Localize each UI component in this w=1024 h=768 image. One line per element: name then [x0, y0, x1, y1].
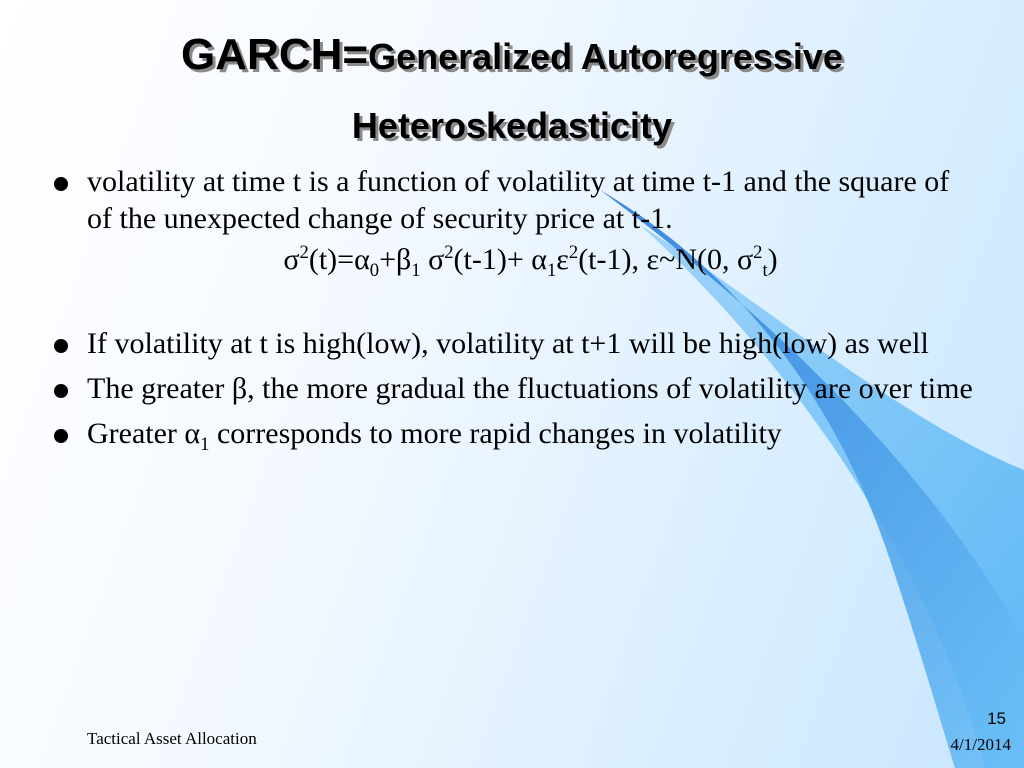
bullet-dot-icon [54, 177, 68, 191]
title-acronym: GARCH= [181, 30, 369, 79]
spacer [54, 407, 974, 415]
formula-part: σ [420, 243, 445, 276]
formula-part: 2 [299, 242, 309, 263]
garch-formula [54, 241, 974, 281]
bullet-dot-icon [54, 429, 68, 443]
bullet-text-cont: corresponds to more rapid changes in volatility [209, 417, 782, 450]
formula-part: (t)=α [308, 243, 370, 276]
footer-title: Tactical Asset Allocation [87, 729, 257, 748]
bullet-text: If volatility at t is high(low), volatility at t+1 will be high(low) as well [87, 327, 929, 360]
bullet-dot-icon [54, 339, 68, 353]
formula-part: 0 [369, 260, 380, 281]
bullet-item [54, 370, 974, 407]
slide-body [54, 163, 974, 455]
spacer [54, 278, 974, 325]
slide-date: 4/1/2014 [950, 735, 1011, 754]
formula-part: ) [767, 243, 778, 276]
bullet-subscript: 1 [200, 434, 210, 455]
slide-title-line2: Heteroskedasticity [351, 105, 673, 146]
formula-part: t [762, 260, 768, 281]
formula-part: σ [283, 243, 300, 276]
bullet-item [54, 415, 974, 455]
formula-part: +β [379, 243, 412, 276]
bullet-text: volatility at time t is a function of volatility at time t-1 and the square of of the unexpected change of security price at t-1. [87, 165, 950, 235]
bullet-item [54, 163, 974, 237]
bullet-text: Greater α [87, 417, 201, 450]
bullet-item [54, 325, 974, 362]
formula-part: ε [556, 243, 569, 276]
bullet-text: The greater β, the more gradual the fluctuations of volatility are over time [87, 372, 973, 405]
formula-part: 2 [444, 242, 454, 263]
formula-part: 2 [568, 242, 579, 263]
formula-part: 1 [411, 260, 421, 281]
title-expansion: Generalized Autoregressive [368, 36, 843, 77]
slide-title [0, 30, 1024, 80]
formula-part: 2 [753, 242, 763, 263]
bullet-dot-icon [54, 384, 68, 398]
formula-part: (t-1)+ α [453, 243, 547, 276]
slide-number: 15 [987, 709, 1006, 728]
spacer [54, 362, 974, 370]
formula-part: 1 [546, 260, 557, 281]
formula-part: (t-1), ε~N(0, σ [578, 243, 754, 276]
